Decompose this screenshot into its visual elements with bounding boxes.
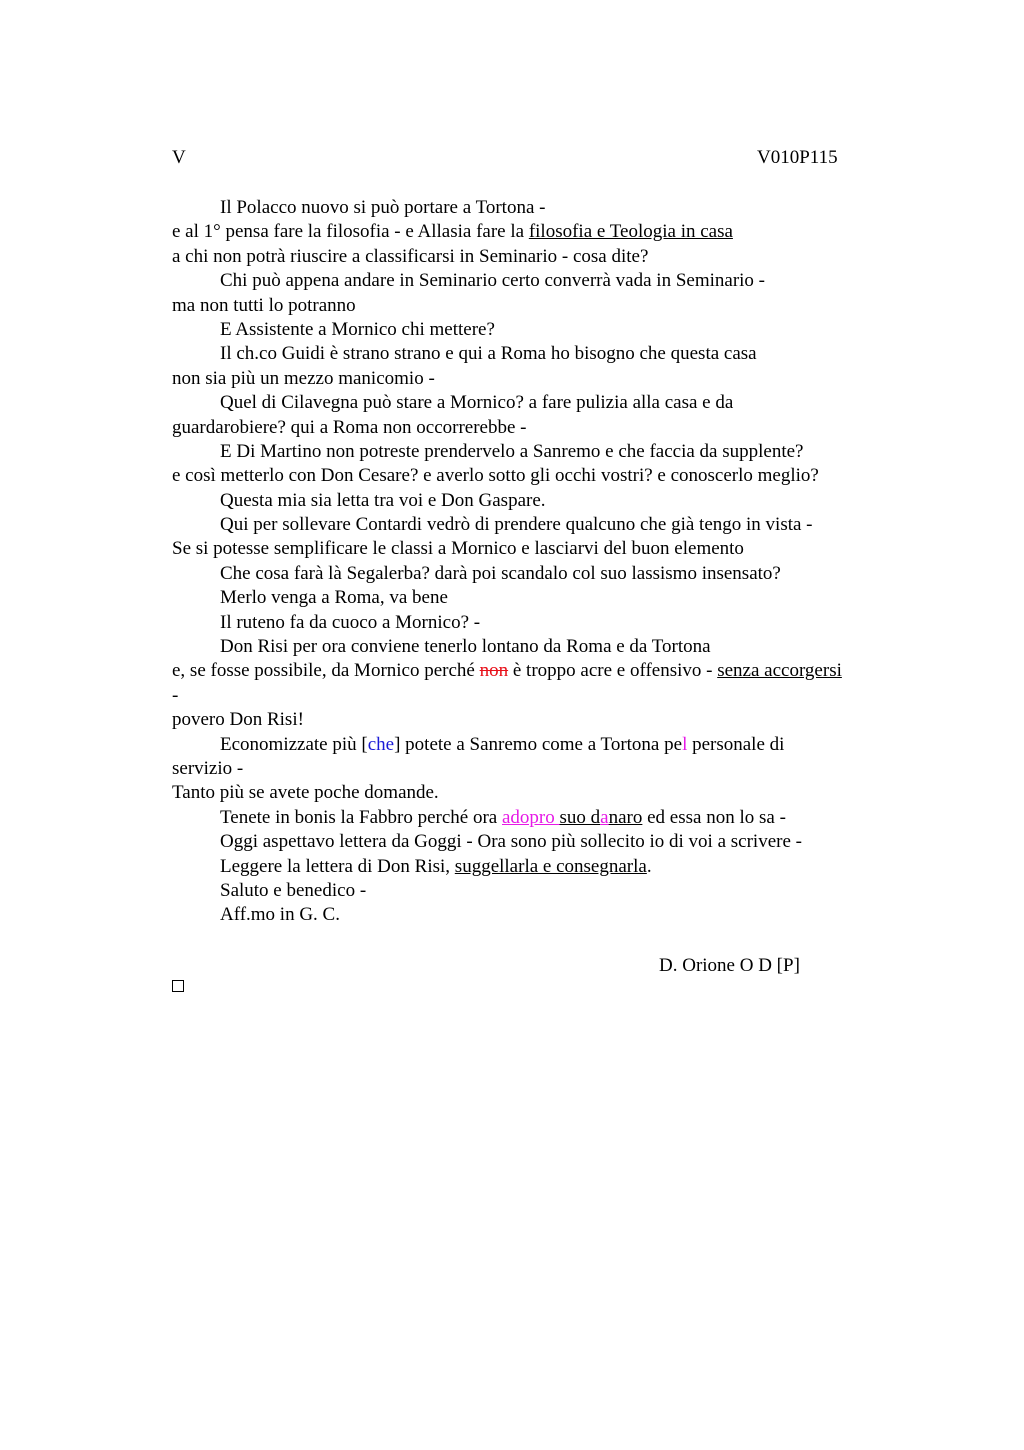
line-text: personale di [687,733,785,755]
line-text: e al 1° pensa fare la filosofia - e Allasia fare la [172,221,529,243]
signature: D. Orione O D [P] [659,955,800,976]
letter-line [172,855,907,879]
line-text: Tenete in bonis la Fabbro perché ora [220,806,502,828]
line-text: ed essa non lo sa - [642,806,786,828]
letter-line: Tanto più se avete poche domande. [172,782,439,804]
letter-line: Che cosa farà là Segalerba? darà poi scandalo col suo lassismo insensato? [220,562,781,584]
letter-line: E Assistente a Mornico chi mettere? [220,318,495,340]
letter-line: servizio - [172,757,244,779]
line-text: Leggere la lettera di Don Risi, [220,855,455,877]
underlined-text: suo d [559,806,601,828]
letter-line: guardarobiere? qui a Roma non occorrerebbe - [172,416,527,438]
header-document-id: V010P115 [757,147,838,168]
letter-line: Il ch.co Guidi è strano strano e qui a Roma ho bisogno che questa casa [220,343,757,365]
letter-line: Saluto e benedico - [220,879,367,901]
letter-line: non sia più un mezzo manicomio - [172,367,435,389]
letter-line [172,659,907,683]
letter-line: Qui per sollevare Contardi vedrò di prendere qualcuno che già tengo in vista - [220,514,813,536]
letter-line: - [172,684,179,706]
letter-line: Il Polacco nuovo si può portare a Tortona - [220,197,546,218]
inserted-text: a [600,806,609,828]
letter-line: Quel di Cilavegna può stare a Mornico? a fare pulizia alla casa e da [220,392,734,414]
letter-line: Se si potesse semplificare le classi a Mornico e lasciarvi del buon elemento [172,538,744,560]
underlined-text: senza accorgersi [717,660,842,682]
line-text: è troppo acre e offensivo - [508,660,718,682]
line-text: . [646,855,652,877]
underlined-text: suggellarla e consegnarla [454,855,647,877]
header-volume-mark: V [172,147,186,168]
checkbox-square-icon [172,980,184,992]
line-text: ] potete a Sanremo come a Tortona pe [394,733,683,755]
line-text: Economizzate più [ [220,733,368,755]
letter-line: Questa mia sia letta tra voi e Don Gaspare. [220,489,546,511]
line-text: e, se fosse possibile, da Mornico perché [172,660,480,682]
deleted-text: non [479,660,509,682]
letter-line: Oggi aspettavo lettera da Goggi - Ora sono più sollecito io di voi a scrivere - [220,831,802,853]
underlined-text: filosofia e Teologia in casa [528,221,733,243]
inserted-text: che [367,733,395,755]
letter-line: e così metterlo con Don Cesare? e averlo sotto gli occhi vostri? e conoscerlo meglio? [172,465,819,487]
inserted-text: adopro [502,806,560,828]
letter-line: Don Risi per ora conviene tenerlo lontano da Roma e da Tortona [220,636,711,658]
letter-body [172,196,907,928]
underlined-text: naro [608,806,643,828]
letter-line: Chi può appena andare in Seminario certo converrà vada in Seminario - [220,270,765,292]
inserted-text: l [682,733,688,755]
letter-line: E Di Martino non potreste prendervelo a Sanremo e che faccia da supplente? [220,440,804,462]
letter-line [172,806,907,830]
letter-line: ma non tutti lo potranno [172,294,356,316]
letter-line [172,733,907,757]
letter-line: Aff.mo in G. C. [220,904,340,926]
letter-line: a chi non potrà riuscire a classificarsi in Seminario - cosa dite? [172,245,649,267]
letter-line: Il ruteno fa da cuoco a Mornico? - [220,611,481,633]
letter-line: Merlo venga a Roma, va bene [220,587,448,609]
letter-line: povero Don Risi! [172,709,304,731]
letter-line [172,220,907,244]
